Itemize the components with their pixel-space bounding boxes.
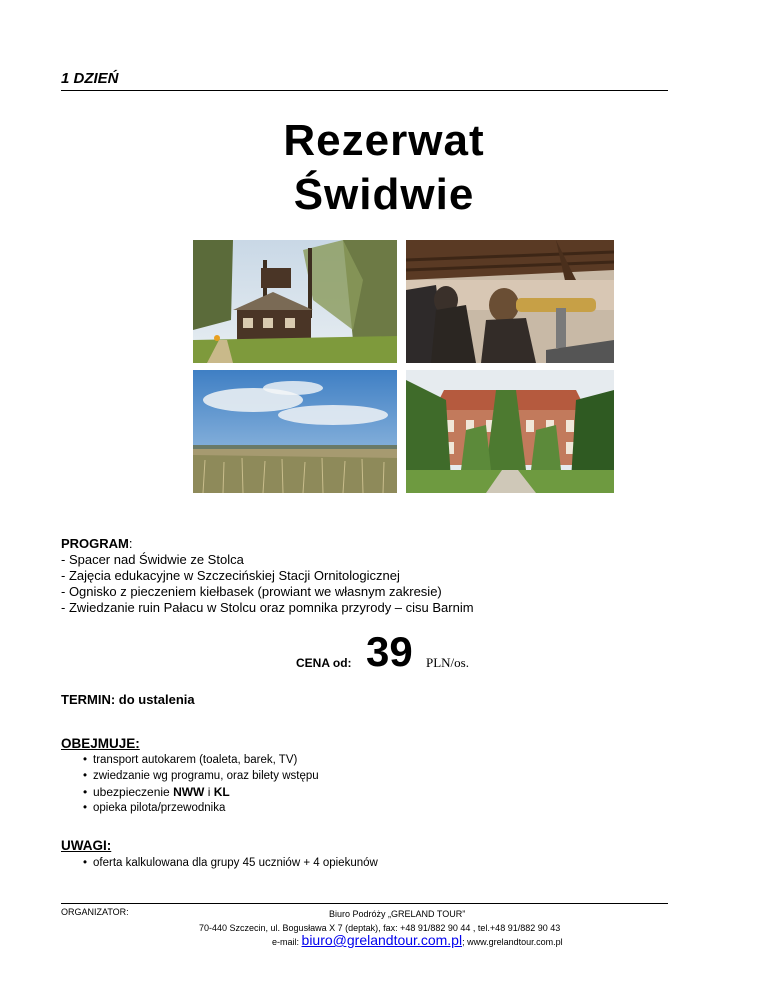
list-item-text: transport autokarem (toaleta, barek, TV)	[93, 754, 298, 766]
program-item: - Spacer nad Świdwie ze Stolca	[61, 552, 244, 567]
list-item	[83, 784, 319, 800]
price-label: CENA od:	[296, 656, 352, 670]
contact-separator: ;	[462, 937, 465, 947]
page-title	[0, 114, 768, 222]
website-link[interactable]: www.grelandtour.com.pl	[467, 937, 563, 947]
price-value: 39	[366, 628, 413, 675]
list-item-text: oferta kalkulowana dla grupy 45 uczniów + 4 opiekunów	[93, 857, 378, 869]
email-label: e-mail:	[272, 937, 300, 947]
bullet-icon: •	[83, 785, 88, 799]
list-item-text	[93, 785, 230, 799]
list-item-text: zwiedzanie wg programu, oraz bilety wstępu	[93, 770, 319, 782]
title-line-1: Rezerwat	[283, 116, 485, 165]
list-item	[83, 800, 319, 816]
company-address: 70-440 Szczecin, ul. Bogusława X 7 (deptak), fax: +48 91/882 90 44 , tel.+48 91/882 90 43	[199, 923, 561, 933]
title-line-2: Świdwie	[293, 170, 475, 219]
program-section	[61, 536, 474, 616]
program-item: - Zwiedzanie ruin Pałacu w Stolcu oraz pomnika przyrody – cisu Barnim	[61, 600, 474, 615]
program-label: PROGRAM	[61, 536, 129, 551]
insurance-kl: KL	[213, 785, 230, 799]
binoculars-photo	[406, 240, 614, 363]
insurance-prefix: ubezpieczenie	[93, 785, 174, 799]
organizer-label: ORGANIZATOR:	[61, 907, 129, 917]
day-header	[61, 70, 668, 91]
list-item	[83, 768, 319, 784]
bullet-icon: •	[83, 857, 88, 869]
termin-line: TERMIN: do ustalenia	[61, 692, 195, 707]
uwagi-list	[83, 855, 378, 871]
day-title: 1 DZIEŃ	[61, 70, 119, 87]
bullet-icon: •	[83, 770, 88, 782]
company-name: Biuro Podróży „GRELAND TOUR”	[329, 909, 466, 919]
obejmuje-title: OBEJMUJE:	[61, 736, 140, 751]
contact-line	[272, 933, 563, 949]
lodge-photo	[193, 240, 397, 363]
program-item: - Ognisko z pieczeniem kiełbasek (prowiant we własnym zakresie)	[61, 584, 442, 599]
palace-photo	[406, 370, 614, 493]
price-unit: PLN/os.	[426, 655, 469, 670]
bullet-icon: •	[83, 802, 88, 814]
list-item-text: opieka pilota/przewodnika	[93, 802, 226, 814]
program-colon: :	[128, 536, 133, 551]
uwagi-title: UWAGI:	[61, 838, 112, 853]
bullet-icon: •	[83, 754, 88, 766]
list-item	[83, 855, 378, 871]
list-item	[83, 752, 319, 768]
email-link[interactable]: biuro@grelandtour.com.pl	[301, 932, 463, 948]
obejmuje-list	[83, 752, 319, 816]
insurance-nww: NWW	[173, 785, 205, 799]
program-item: - Zajęcia edukacyjne w Szczecińskiej Stacji Ornitologicznej	[61, 568, 400, 583]
insurance-and: i	[204, 785, 214, 799]
program-heading	[61, 536, 474, 552]
reeds-photo	[193, 370, 397, 493]
footer-divider	[61, 903, 668, 904]
